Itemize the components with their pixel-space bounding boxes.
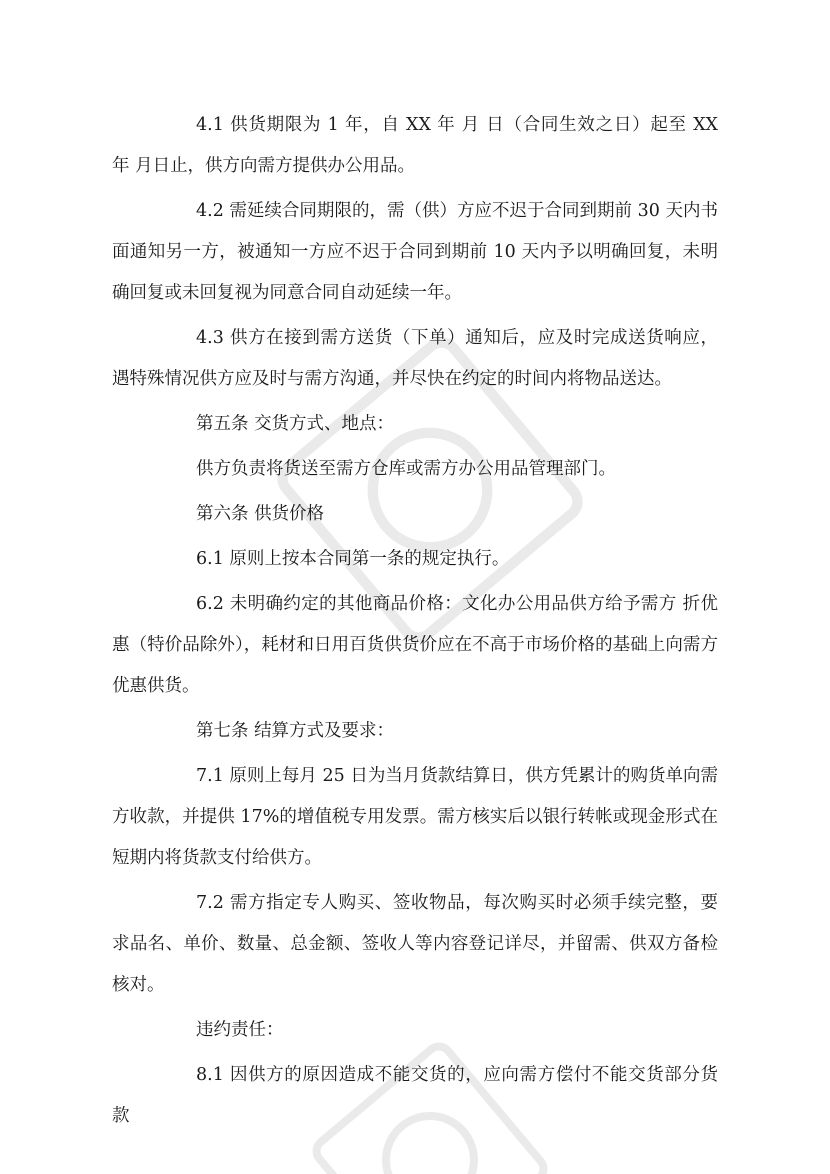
clause-6-2: 6.2 未明确约定的其他商品价格：文化办公用品供方给予需方 折优惠（特价品除外），耗材和日用百货供货价应在不高于市场价格的基础上向需方优惠供货。 (112, 594, 718, 696)
clause-4-2: 4.2 需延续合同期限的，需（供）方应不迟于合同到期前 30 天内书面通知另一方，被通知一方应不迟于合同到期前 10 天内予以明确回复，未明确回复或未回复视为同意合同自动延续一年。 (112, 201, 718, 303)
article-5-heading: 第五条 交货方式、地点： (196, 414, 395, 434)
clause-4-1: 4.1 供货期限为 1 年，自 XX 年 月 日（合同生效之日）起至 XX 年 月日止，供方向需方提供办公用品。 (112, 115, 718, 176)
clause-7-2: 7.2 需方指定专人购买、签收物品，每次购买时必须手续完整，要求品名、单价、数量、总金额、签收人等内容登记详尽，并留需、供双方备检核对。 (112, 893, 718, 995)
clause-6-1: 6.1 原则上按本合同第一条的规定执行。 (196, 549, 510, 569)
liability-heading: 违约责任： (196, 1020, 284, 1040)
clause-4-3: 4.3 供方在接到需方送货（下单）通知后，应及时完成送货响应，遇特殊情况供方应及时与需方沟通，并尽快在约定的时间内将物品送达。 (112, 328, 718, 389)
clause-7-1: 7.1 原则上每月 25 日为当月货款结算日，供方凭累计的购货单向需方收款，并提供 17%的增值税专用发票。需方核实后以银行转帐或现金形式在短期内将货款支付给供方。 (112, 766, 718, 868)
article-6-heading: 第六条 供货价格 (196, 504, 325, 524)
clause-8-1: 8.1 因供方的原因造成不能交货的，应向需方偿付不能交货部分货款 (112, 1065, 718, 1126)
article-7-heading: 第七条 结算方式及要求： (196, 721, 395, 741)
article-5-text: 供方负责将货送至需方仓库或需方办公用品管理部门。 (196, 459, 616, 479)
contract-body (112, 105, 718, 1141)
